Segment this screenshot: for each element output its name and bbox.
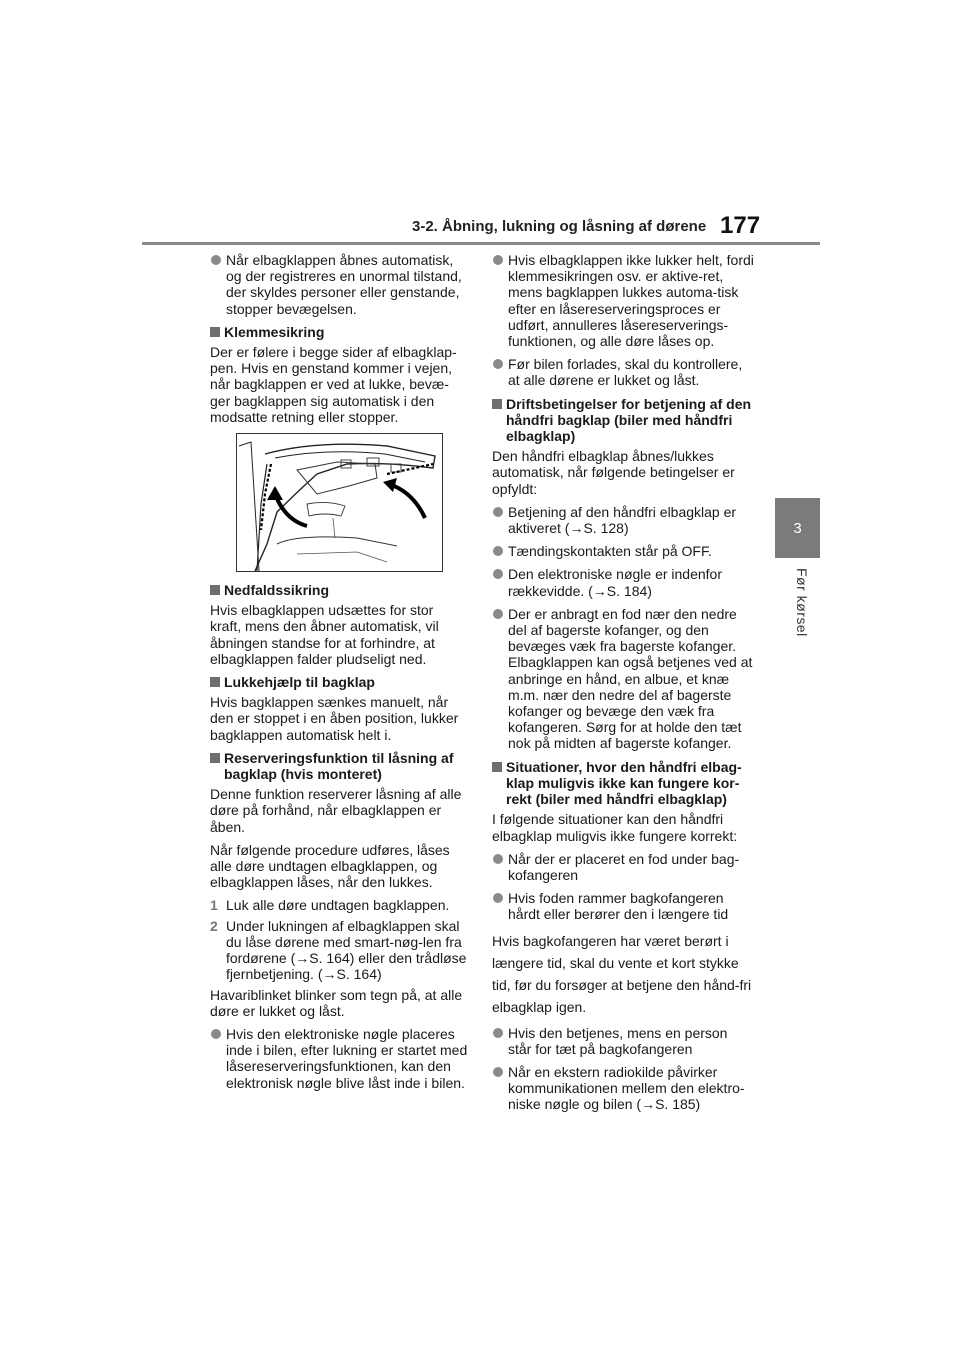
section-heading: Driftsbetingelser for betjening af den håndfri bagklap (biler med håndfri elbagklap) [492, 396, 754, 445]
list-item: Hvis foden rammer bagkofangeren hårdt eller berører den i længere tid [492, 890, 754, 922]
paragraph: Hvis elbagklappen udsættes for stor kraft, mens den åbner automatisk, vil åbningen standse for at forhindre, at elbagklappen falder pludseligt ned. [210, 602, 439, 667]
left-column [210, 252, 468, 1098]
chapter-number: 3 [793, 519, 802, 537]
list-item: Når elbagklappen åbnes automatisk, og der registreres en unormal tilstand, der skyldes personer eller genstande, stopper bevægelsen. [210, 252, 468, 317]
paragraph: Den håndfri elbagklap åbnes/lukkes automatisk, når følgende betingelser er opfyldt: [492, 448, 735, 497]
step-item [210, 897, 468, 913]
tailgate-drawing [237, 434, 442, 571]
list-item: Tændingskontakten står på OFF. [492, 543, 754, 559]
list-item: Hvis den elektroniske nøgle placeres inde i bilen, efter lukning er startet med låsereserveringsfunktionen, kan den elektronisk nøgle blive låst inde i bilen. [210, 1026, 468, 1091]
step-text: Luk alle døre undtagen bagklappen. [226, 897, 450, 914]
paragraph: Hvis bagklappen sænkes manuelt, når den er stoppet i en åben position, lukker bagklappen automatisk helt i. [210, 694, 459, 743]
paragraph: Der er følere i begge sider af elbagklap-pen. Hvis en genstand kommer i vejen, når bagklappen er ved at lukke, bevæ-ger bagklappen sig automatisk i den modsatte retning eller stopper. [210, 344, 457, 425]
header-divider [142, 242, 820, 245]
list-item: Når en ekstern radiokilde påvirker kommunikationen mellem den elektro-niske nøgle og bilen (→S. 185) [492, 1064, 754, 1113]
step-number: 1 [210, 897, 218, 914]
section-heading: Reserveringsfunktion til låsning af bagklap (hvis monteret) [210, 750, 468, 782]
paragraph: Havariblinket blinker som tegn på, at alle døre er lukket og låst. [210, 986, 463, 1019]
paragraph: Hvis bagkofangeren har været berørt i længere tid, skal du vente et kort stykke tid, før du forsøger at betjene den hånd-fri elbagklap igen. [492, 932, 752, 1015]
step-number: 2 [210, 917, 218, 934]
right-column [492, 252, 754, 1120]
chapter-tab [775, 498, 820, 558]
section-title: 3-2. Åbning, lukning og låsning af dørene [412, 218, 707, 235]
list-item: Når der er placeret en fod under bag-kofangeren [492, 851, 754, 883]
list-item: Før bilen forlades, skal du kontrollere, at alle dørene er lukket og låst. [492, 356, 754, 388]
list-item: Hvis den betjenes, mens en person står for tæt på bagkofangeren [492, 1025, 754, 1057]
section-heading: Klemmesikring [210, 324, 468, 340]
section-heading: Lukkehjælp til bagklap [210, 674, 468, 690]
chapter-label: Før kørsel [794, 568, 810, 637]
page-number: 177 [720, 212, 761, 239]
list-item: Hvis elbagklappen ikke lukker helt, fordi klemmesikringen osv. er aktive-ret, mens bagklappen lukkes automa-tisk efter en låsereserveringsproces er udført, annulleres låsereserverings-funktionen, og alle døre låses op. [492, 252, 754, 349]
section-heading: Nedfaldssikring [210, 582, 468, 598]
paragraph: Denne funktion reserverer låsning af alle døre på forhånd, når elbagklappen er åben. [210, 786, 462, 835]
step-item [210, 918, 468, 983]
step-text: Under lukningen af elbagklappen skal du låse dørene med smart-nøg-len fra fordørene (→S. 164) eller den trådløse fjernbetjening. (→S. 164) [226, 917, 467, 983]
paragraph: I følgende situationer kan den håndfri elbagklap muligvis ikke fungere korrekt: [492, 811, 738, 844]
paragraph: Når følgende procedure udføres, låses alle døre undtagen elbagklappen, og elbagklappen låses, når den lukkes. [210, 841, 450, 891]
list-item: Betjening af den håndfri elbagklap er aktiveret (→S. 128) [492, 504, 754, 536]
list-item: Der er anbragt en fod nær den nedre del af bagerste kofanger, og den bevæges væk fra bagerste kofanger. Elbagklappen kan også betjenes ved at anbringe en hånd, en albue, et knæ m.m. nær den nedre del af bagerste kofanger og bevæge den væk fra kofangeren. Sørg for at holde den tæt nok på midten af bagerste kofanger. [492, 606, 754, 752]
tailgate-illustration [236, 433, 443, 572]
list-item: Den elektroniske nøgle er indenfor rækkevidde. (→S. 184) [492, 566, 754, 598]
section-heading: Situationer, hvor den håndfri elbag-klap muligvis ikke kan fungere kor-rekt (biler med håndfri elbagklap) [492, 759, 754, 808]
